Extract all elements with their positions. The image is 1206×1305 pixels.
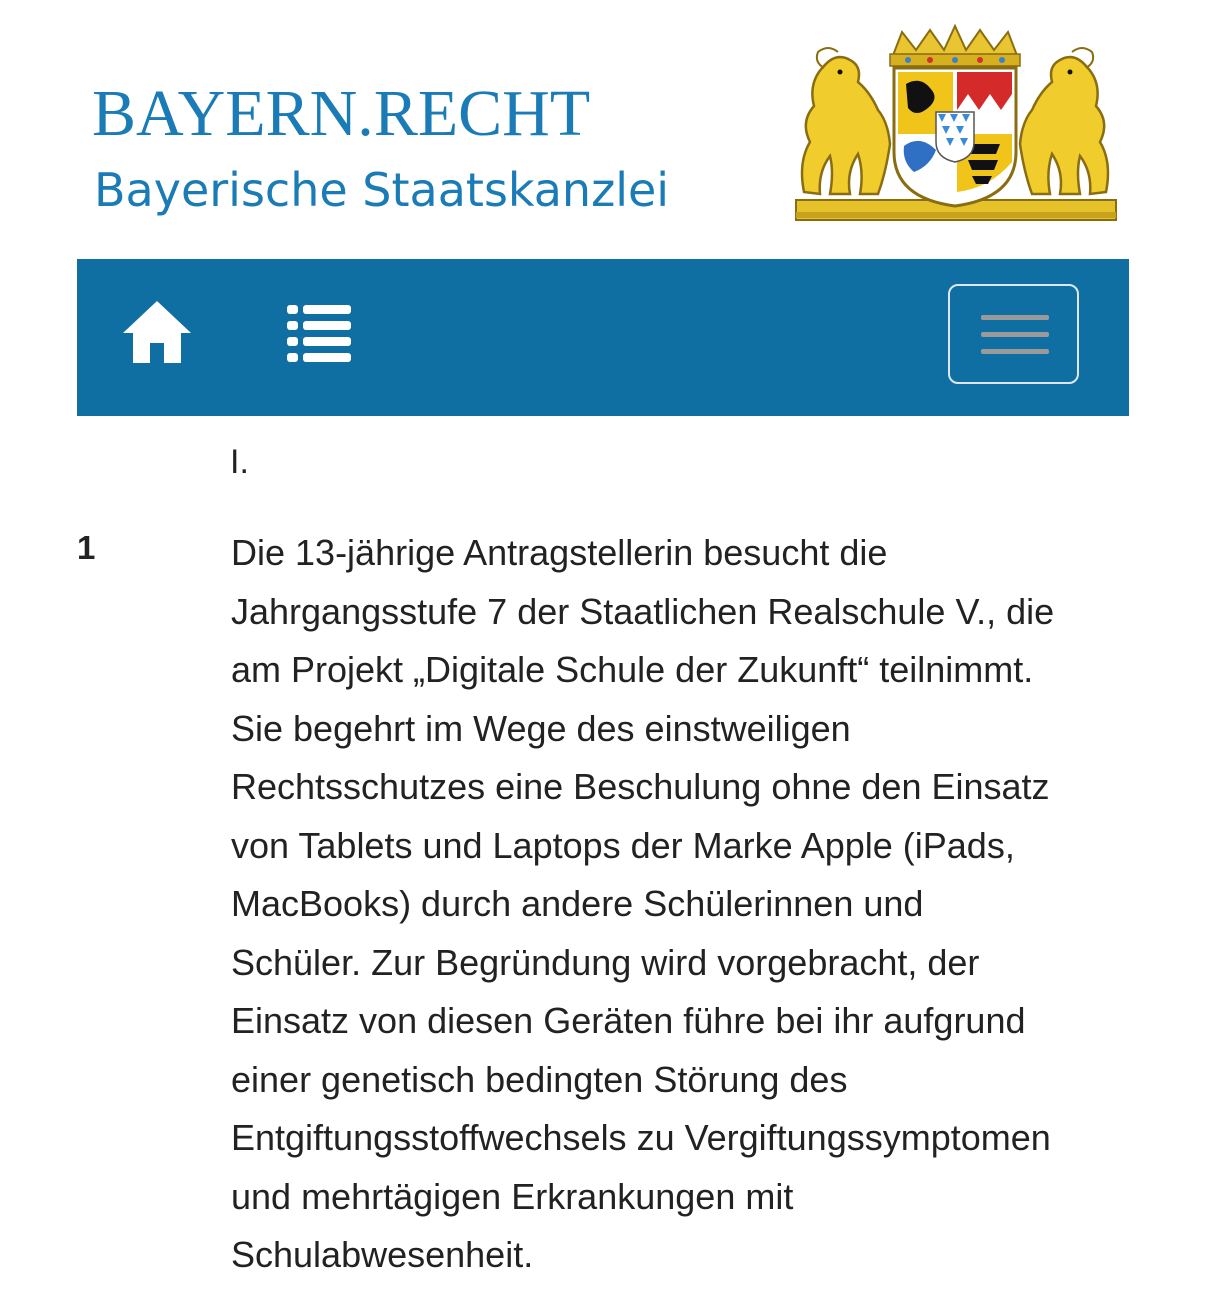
menu-toggle-button[interactable] [948,284,1079,384]
site-title-initial-r: R [373,77,418,150]
paragraph-line: von Tablets und Laptops der Marke Apple (iPads, [231,824,1015,866]
home-button[interactable] [121,297,193,367]
paragraph-number: 1 [77,529,96,566]
section-marker: I. [230,443,249,481]
bavarian-coat-of-arms-icon [790,22,1120,228]
site-subtitle: Bayerische Staatskanzlei [94,163,670,217]
paragraph-line: Schüler. Zur Begründung wird vorgebracht, der [231,941,980,983]
site-header [0,0,1206,258]
paragraph-line: am Projekt „Digitale Schule der Zukunft“ teilnimmt. [231,649,1034,690]
hamburger-bar [981,315,1049,320]
home-icon [121,297,193,367]
paragraph-line: Die 13-jährige Antragstellerin besucht die [231,532,888,573]
paragraph-line: Sie begehrt im Wege des einstweiligen [231,707,851,749]
site-title-rest-recht: ECHT [417,77,591,150]
table-of-contents-button[interactable] [287,303,353,365]
paragraph-line: Jahrgangsstufe 7 der Staatlichen Realschule V., die [231,590,1055,632]
site-title-initial-b: B [92,77,137,150]
paragraph-text [231,524,1171,1285]
hamburger-bar [981,349,1049,354]
paragraph-line: und mehrtägigen Erkrankungen mit [231,1175,794,1217]
site-title-rest-bayern: AYERN. [136,77,374,150]
paragraph-line: Entgiftungsstoffwechsels zu Vergiftungssymptomen [231,1117,1051,1158]
site-title[interactable] [92,78,590,150]
paragraph-line: Einsatz von diesen Geräten führe bei ihr aufgrund [231,1000,1026,1041]
main-navbar [77,259,1129,416]
paragraph-line: Schulabwesenheit. [231,1234,534,1275]
paragraph-line: Rechtsschutzes eine Beschulung ohne den Einsatz [231,766,1050,807]
paragraph-line: MacBooks) durch andere Schülerinnen und [231,883,924,924]
hamburger-bar [981,332,1049,337]
paragraph-line: einer genetisch bedingten Störung des [231,1058,848,1100]
list-icon [287,303,353,365]
